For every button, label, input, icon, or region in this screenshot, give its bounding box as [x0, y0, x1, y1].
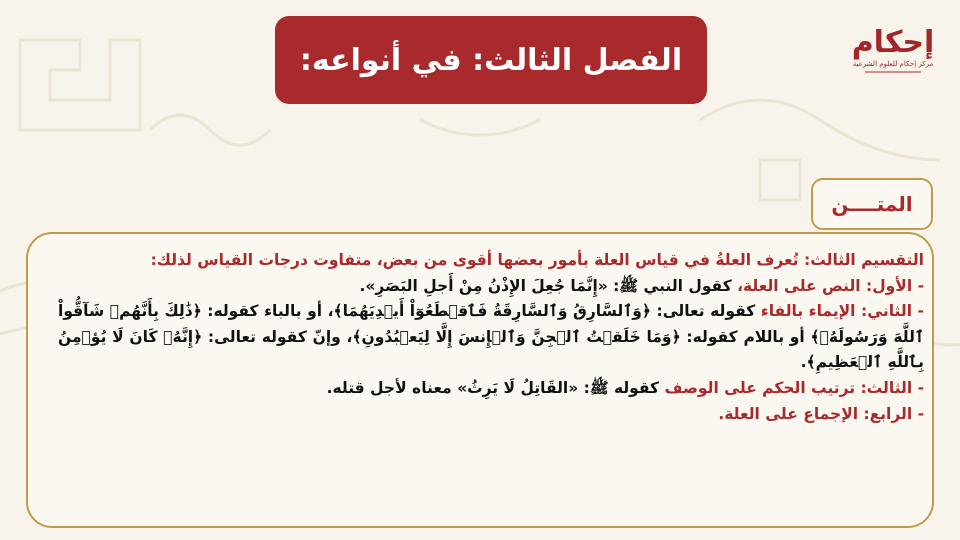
- item-fourth-dash: -: [917, 404, 924, 423]
- item-third-label: الثالث: ترتيب الحكم على الوصف: [664, 378, 913, 397]
- item-fourth: [58, 402, 924, 428]
- matn-label: المتــــن: [831, 192, 913, 216]
- logo: [850, 26, 936, 98]
- item-third: [58, 376, 924, 402]
- item-second-body: كقوله تعالى: ﴿وَٱلسَّارِقُ وَٱلسَّارِقَةُ فَٱقۡطَعُوٓاْ أَيۡدِيَهُمَا﴾، أو بالباء كقوله: ﴿ذَٰلِكَ بِأَنَّهُمۡ شَآقُّواْ ٱللَّهَ وَرَسُولَهُۥ﴾ أو باللام كقوله: ﴿وَمَا خَلَقۡتُ ٱلۡجِنَّ وَٱلۡإِنسَ إِلَّا لِيَعۡبُدُونِ﴾، وإنّ كقوله تعالى: ﴿إِنَّهُۥ كَانَ لَا يُؤۡمِنُ بِٱللَّهِ ٱلۡعَظِيمِ﴾.: [58, 302, 924, 372]
- item-third-body: كقوله ﷺ: «القَاتِلُ لَا يَرِثُ» معناه لأجل قتله.: [326, 378, 660, 397]
- logo-mark: إحكام: [851, 25, 935, 60]
- item-first: [58, 274, 924, 300]
- logo-subtitle: مركز إحكام للعلوم الشرعية: [852, 60, 934, 68]
- logo-subtitle-line: [850, 69, 936, 78]
- item-first-dash: -: [917, 276, 924, 295]
- item-first-label: الأول: النص على العلة،: [737, 276, 913, 295]
- item-fourth-label: الرابع: الإجماع على العلة.: [718, 404, 913, 423]
- matn-label-box: [811, 178, 933, 230]
- item-second-label: الثاني: الإيماء بالفاء: [760, 302, 913, 321]
- item-third-dash: -: [917, 378, 924, 397]
- chapter-title-banner: [275, 16, 707, 104]
- item-first-body: كقول النبي ﷺ: «إِنَّمَا جُعِلَ الإِذْنُ مِنْ أَجلِ البَصَرِ».: [359, 276, 732, 295]
- item-second-dash: -: [917, 302, 924, 321]
- logo-underline-icon: [863, 69, 923, 75]
- matn-text: [58, 248, 924, 427]
- intro-heading: التقسيم الثالث: تُعرف العلةُ في قياس العلة بأمور بعضها أقوى من بعض، متفاوت درجات القياس لذلك:: [150, 251, 924, 269]
- item-second: [58, 299, 924, 376]
- chapter-title: الفصل الثالث: في أنواعه:: [299, 42, 683, 78]
- matn-text-box: [26, 232, 934, 528]
